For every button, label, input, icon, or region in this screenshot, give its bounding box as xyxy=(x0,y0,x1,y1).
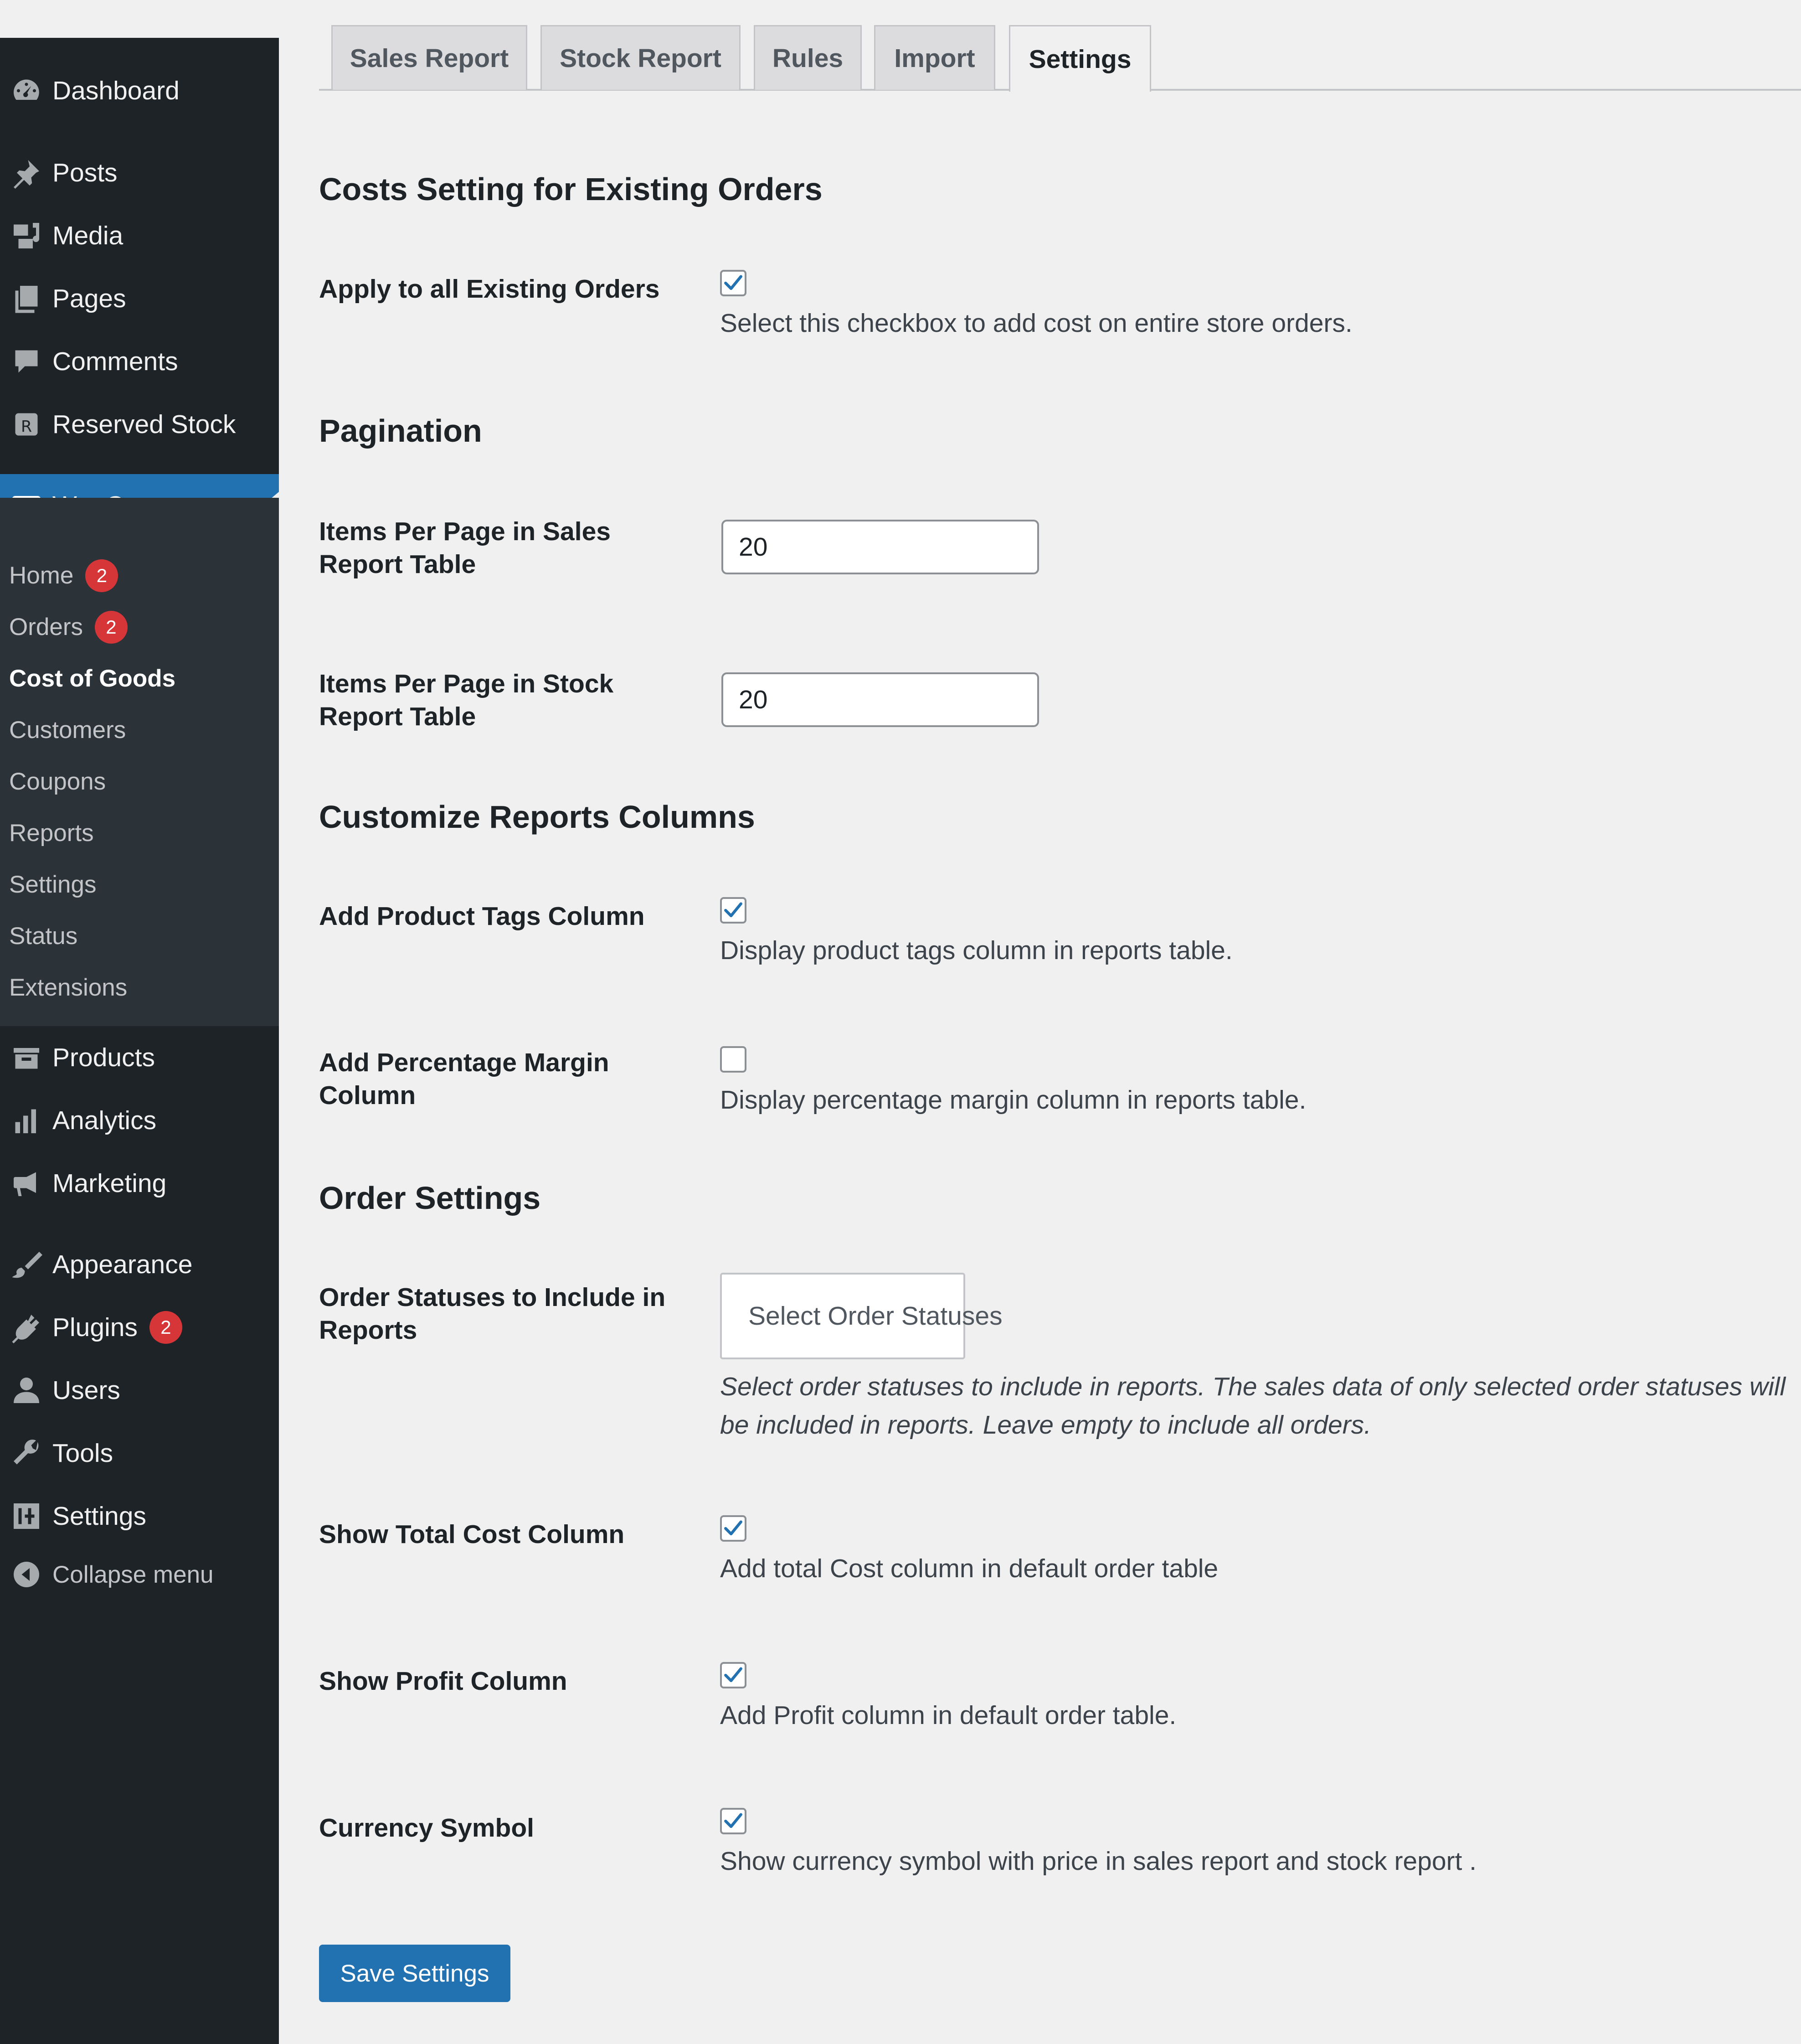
tab-settings[interactable]: Settings xyxy=(1009,25,1151,92)
menu-item-marketing[interactable] xyxy=(0,1152,279,1215)
currency-description: Show currency symbol with price in sales report and stock report . xyxy=(720,1847,1477,1876)
submenu-label: Settings xyxy=(9,871,97,898)
total-cost-description: Add total Cost column in default order table xyxy=(720,1554,1219,1583)
menu-label: Media xyxy=(52,221,123,250)
profit-description: Add Profit column in default order table. xyxy=(720,1701,1177,1730)
checkmark-icon xyxy=(722,1664,744,1686)
menu-item-products[interactable] xyxy=(0,1026,279,1089)
menu-label: Reserved Stock xyxy=(52,410,236,439)
order-statuses-label: Order Statuses to Include in Reports xyxy=(319,1283,666,1345)
section-title-costs: Costs Setting for Existing Orders xyxy=(319,171,823,207)
megaphone-icon xyxy=(0,1152,52,1215)
pages-icon xyxy=(0,267,52,330)
menu-item-media[interactable] xyxy=(0,204,279,267)
reserved-stock-icon xyxy=(0,393,52,456)
menu-label: Appearance xyxy=(52,1250,193,1279)
submenu-label: Home xyxy=(9,562,74,589)
menu-item-comments[interactable] xyxy=(0,330,279,393)
percentage-margin-label: Add Percentage Margin Column xyxy=(319,1048,609,1110)
collapse-icon xyxy=(0,1543,52,1606)
menu-label: Dashboard xyxy=(52,76,180,105)
analytics-icon xyxy=(0,1089,52,1152)
submenu-label: Orders xyxy=(9,614,83,640)
svg-text:R: R xyxy=(21,417,32,436)
stock-per-page-label: Items Per Page in Stock Report Table xyxy=(319,669,614,731)
tab-stock-report[interactable]: Stock Report xyxy=(540,25,741,90)
comment-icon xyxy=(0,330,52,393)
product-tags-label: Add Product Tags Column xyxy=(319,902,645,931)
menu-label: Products xyxy=(52,1043,155,1072)
product-tags-description: Display product tags column in reports table. xyxy=(720,936,1233,965)
total-cost-label: Show Total Cost Column xyxy=(319,1520,625,1549)
plugin-icon xyxy=(0,1296,52,1359)
submenu-item-reports[interactable] xyxy=(9,807,94,859)
sales-per-page-label: Items Per Page in Sales Report Table xyxy=(319,517,611,579)
currency-label: Currency Symbol xyxy=(319,1813,534,1843)
submenu-item-coupons[interactable] xyxy=(9,756,106,807)
menu-item-posts[interactable] xyxy=(0,141,279,204)
menu-label: Pages xyxy=(52,284,126,313)
notification-badge: 2 xyxy=(85,559,118,592)
menu-label: Tools xyxy=(52,1439,113,1468)
menu-item-analytics[interactable] xyxy=(0,1089,279,1152)
submenu-item-customers[interactable] xyxy=(9,704,126,756)
submenu-label: Status xyxy=(9,923,78,950)
tab-import[interactable]: Import xyxy=(874,25,995,90)
menu-label: Comments xyxy=(52,347,178,376)
submenu-label: Extensions xyxy=(9,974,128,1001)
dashboard-icon xyxy=(0,59,52,122)
section-title-pagination: Pagination xyxy=(319,413,482,449)
apply-existing-checkbox[interactable] xyxy=(720,270,746,296)
profit-checkbox[interactable] xyxy=(720,1662,746,1688)
submenu-item-cost-of-goods[interactable] xyxy=(9,653,175,704)
profit-label: Show Profit Column xyxy=(319,1667,567,1696)
total-cost-checkbox[interactable] xyxy=(720,1515,746,1542)
menu-label: Posts xyxy=(52,158,118,187)
tab-rules[interactable]: Rules xyxy=(754,25,862,90)
checkmark-icon xyxy=(722,899,744,921)
order-statuses-select[interactable]: Select Order Statuses xyxy=(720,1273,965,1359)
tab-sales-report[interactable]: Sales Report xyxy=(331,25,527,90)
menu-label: Collapse menu xyxy=(52,1561,214,1588)
menu-item-reserved-stock[interactable] xyxy=(0,393,279,456)
settings-icon xyxy=(0,1485,52,1548)
menu-label: Marketing xyxy=(52,1169,167,1198)
menu-label: Users xyxy=(52,1376,120,1405)
percentage-margin-description: Display percentage margin column in reports table. xyxy=(720,1085,1307,1115)
menu-item-appearance[interactable] xyxy=(0,1233,279,1296)
menu-item-settings[interactable] xyxy=(0,1485,279,1548)
menu-label: Plugins xyxy=(52,1313,138,1342)
submenu-item-extensions[interactable] xyxy=(9,962,127,1013)
percentage-margin-checkbox[interactable] xyxy=(720,1046,746,1073)
menu-item-plugins[interactable] xyxy=(0,1296,279,1359)
section-title-columns: Customize Reports Columns xyxy=(319,799,755,835)
submenu-item-home[interactable] xyxy=(9,550,118,601)
menu-item-dashboard[interactable] xyxy=(0,59,279,122)
media-icon xyxy=(0,204,52,267)
section-title-order: Order Settings xyxy=(319,1180,541,1216)
pin-icon xyxy=(0,141,52,204)
submenu-label: Cost of Goods xyxy=(9,665,176,692)
sales-per-page-input[interactable]: 20 xyxy=(721,520,1039,574)
checkmark-icon xyxy=(722,1518,744,1539)
collapse-menu-button[interactable] xyxy=(0,1543,279,1606)
menu-item-pages[interactable] xyxy=(0,267,279,330)
checkmark-icon xyxy=(722,1810,744,1832)
stock-per-page-input[interactable]: 20 xyxy=(721,672,1039,727)
submenu-item-status[interactable] xyxy=(9,910,77,962)
menu-item-tools[interactable] xyxy=(0,1422,279,1485)
products-icon xyxy=(0,1026,52,1089)
submenu-item-orders[interactable] xyxy=(9,601,128,653)
notification-badge: 2 xyxy=(149,1311,182,1344)
menu-item-users[interactable] xyxy=(0,1359,279,1422)
brush-icon xyxy=(0,1233,52,1296)
checkmark-icon xyxy=(722,272,744,294)
apply-existing-label: Apply to all Existing Orders xyxy=(319,274,660,304)
submenu-label: Customers xyxy=(9,717,126,743)
notification-badge: 2 xyxy=(95,611,128,644)
submenu-label: Reports xyxy=(9,820,94,847)
save-settings-button[interactable]: Save Settings xyxy=(319,1945,510,2002)
currency-checkbox[interactable] xyxy=(720,1808,746,1834)
apply-existing-description: Select this checkbox to add cost on entire store orders. xyxy=(720,309,1353,338)
product-tags-checkbox[interactable] xyxy=(720,897,746,924)
order-statuses-description: Select order statuses to include in reports. The sales data of only selected order statuses will be included in reports. Leave empty to include all orders. xyxy=(720,1372,1786,1440)
menu-label: Settings xyxy=(52,1502,146,1531)
submenu-label: Coupons xyxy=(9,768,106,795)
wrench-icon xyxy=(0,1422,52,1485)
menu-label: Analytics xyxy=(52,1106,157,1135)
user-icon xyxy=(0,1359,52,1422)
submenu-item-settings[interactable] xyxy=(9,859,97,910)
